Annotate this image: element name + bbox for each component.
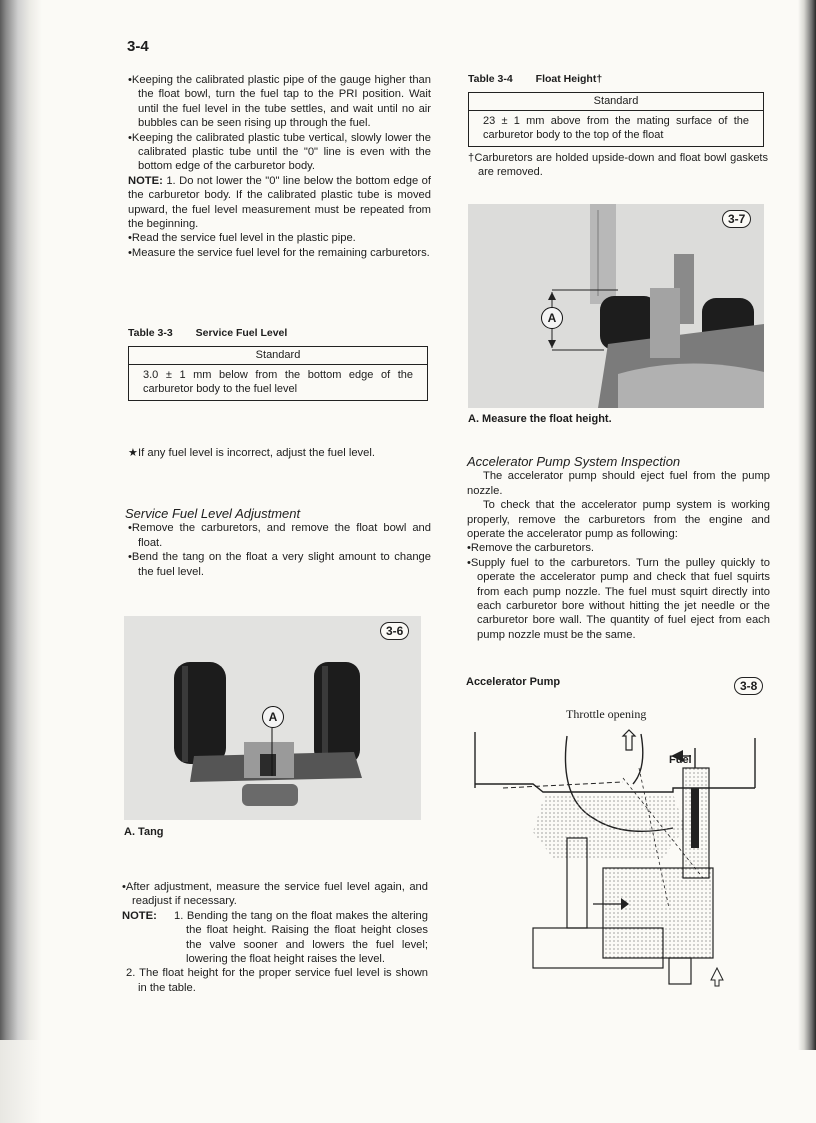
page-edge-shadow <box>798 0 816 1050</box>
bullet-measure-remaining: •Measure the service fuel level for the remaining carburetors. <box>128 246 430 259</box>
bullet-remove-carbs: •Remove the carburetors. <box>467 542 595 555</box>
section-title-accelerator: Accelerator Pump System Inspection <box>467 454 681 469</box>
accelerator-pump-diagram <box>473 728 763 990</box>
page-binding-lower <box>0 1040 42 1123</box>
figure-3-7-label-a: A <box>541 307 563 329</box>
table-3-3-caption <box>128 326 428 340</box>
bullet-remove-carburetors: •Remove the carburetors, and remove the float bowl and float. <box>128 522 431 549</box>
figure-3-7-caption: A. Measure the float height. <box>468 413 612 425</box>
table-3-4 <box>468 72 768 180</box>
figure-3-6-number: 3-6 <box>380 622 409 640</box>
bullet-read-level: •Read the service fuel level in the plastic pipe. <box>128 232 356 245</box>
accelerator-pump-drawing <box>473 728 763 990</box>
page-number: 3-4 <box>127 38 149 55</box>
bullet-lower-tube: •Keeping the calibrated plastic tube vertical, slowly lower the calibrated plastic tube until the "0" line is even with the bottom edge of the carburetor body. <box>128 131 431 173</box>
bullet-after-adjustment: •After adjustment, measure the service fuel level again, and readjust if necessary. <box>122 881 428 908</box>
table-3-3-number: Table 3-3 <box>128 327 173 339</box>
note-1-text: 1. Do not lower the "0" line below the bottom edge of the carburetor body. If the calibrated plastic tube is moved upward, the fuel level measurement must be repeated from the beginning. <box>128 174 431 231</box>
adjustment-section <box>125 507 431 579</box>
figure-3-7-number: 3-7 <box>722 210 751 228</box>
table-3-4-body: 23 ± 1 mm above from the mating surface of the carburetor body to the top of the float <box>483 114 749 141</box>
left-column-mid <box>128 446 431 460</box>
figure-3-7-photo <box>468 204 764 408</box>
note-2-label: NOTE: <box>122 909 157 922</box>
table-3-4-title: Float Height† <box>535 73 603 85</box>
accelerator-pump-section <box>467 455 770 642</box>
section-title-adjustment: Service Fuel Level Adjustment <box>125 506 301 521</box>
table-3-3 <box>128 326 428 401</box>
table-3-4-header: Standard <box>469 93 763 110</box>
throttle-opening-label: Throttle opening <box>566 707 647 721</box>
figure-3-6-caption: A. Tang <box>124 826 164 838</box>
table-3-4-number: Table 3-4 <box>468 73 513 85</box>
figure-3-8-title: Accelerator Pump <box>466 676 561 688</box>
table-3-4-box <box>468 92 764 146</box>
float-height-photo-illustration <box>468 204 764 408</box>
left-column-top <box>128 73 431 260</box>
note-2-item-1: 1. Bending the tang on the float makes the altering the float height. Raising the float height closes the valve sooner and lowers the fuel level; lowering the float height raises the level. <box>174 909 428 966</box>
bullet-bend-tang: •Bend the tang on the float a very slight amount to change the fuel level. <box>128 551 431 578</box>
table-3-4-caption <box>468 72 768 86</box>
note-1 <box>128 174 431 232</box>
page-binding-shadow <box>0 0 42 1040</box>
table-3-3-title: Service Fuel Level <box>195 327 288 339</box>
table-3-4-footnote: †Carburetors are holded upside-down and float bowl gaskets are removed. <box>468 151 768 179</box>
table-3-3-body: 3.0 ± 1 mm below from the bottom edge of the carburetor body to the fuel level <box>143 368 413 395</box>
figure-3-8-number: 3-8 <box>734 677 763 695</box>
figure-3-6-label-a: A <box>262 706 284 728</box>
star-note: ★If any fuel level is incorrect, adjust the fuel level. <box>128 447 375 459</box>
bullet-keep-pipe: •Keeping the calibrated plastic pipe of the gauge higher than the float bowl, turn the fuel tap to the PRI position. Wait until the fuel level in the tube settles, and wait until no air bubbles can be seen rising up through the fuel. <box>128 74 431 130</box>
fuel-label: Fuel <box>669 754 692 766</box>
bullet-supply-fuel: •Supply fuel to the carburetors. Turn the pulley quickly to operate the accelerator pump and check that fuel squirts from each pump nozzle. The fuel must squirt directly into each carburetor bore without hitting the jet needle or the carburetor bore wall. The quantity of fuel eject from each pump nozzle must be the same. <box>467 556 770 641</box>
table-3-3-header: Standard <box>129 347 427 364</box>
table-3-3-box <box>128 346 428 400</box>
after-adjustment <box>122 880 428 995</box>
note-2-item-2: 2. The float height for the proper service fuel level is shown in the table. <box>126 967 428 994</box>
note-1-label: NOTE: <box>128 174 163 187</box>
paragraph-pump-eject: The accelerator pump should eject fuel from the pump nozzle. <box>467 470 770 497</box>
figure-3-6-photo <box>124 616 421 820</box>
paragraph-pump-check: To check that the accelerator pump system is working properly, remove the carburetors from the engine and operate the accelerator pump as following: <box>467 499 770 541</box>
